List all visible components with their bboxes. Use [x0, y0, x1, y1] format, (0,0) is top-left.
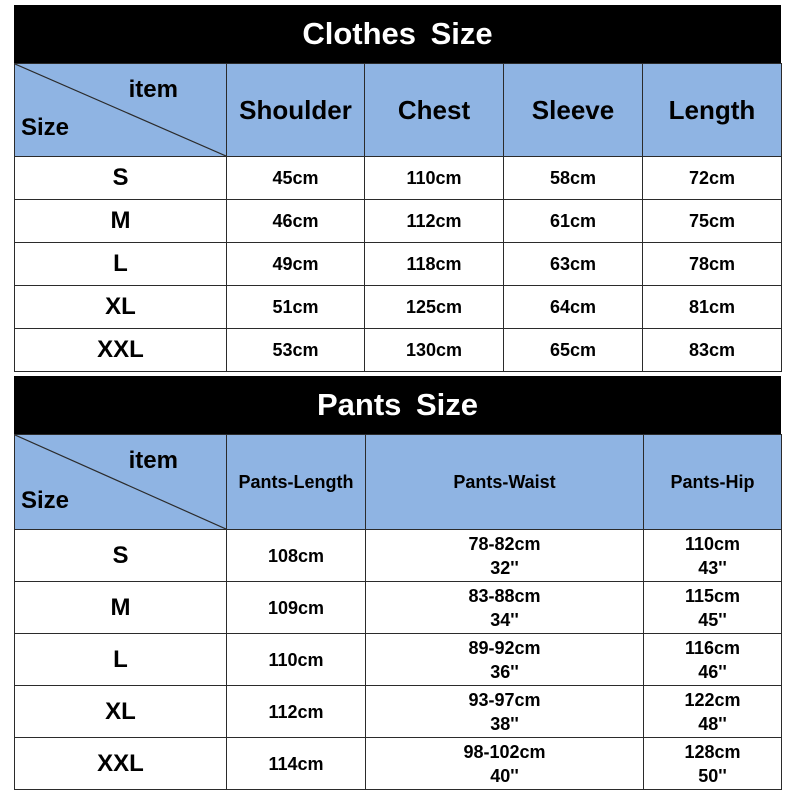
table-row — [15, 200, 782, 243]
sleeve-value: 58cm — [504, 157, 643, 200]
size-label: XXL — [15, 738, 227, 790]
size-label: XXL — [15, 329, 227, 372]
length-value: 81cm — [643, 286, 782, 329]
table-row — [15, 634, 782, 686]
hip-inch: 46'' — [698, 661, 727, 682]
size-label: XL — [15, 686, 227, 738]
pants-waist-value — [366, 582, 644, 634]
pants-size-table — [14, 434, 782, 790]
pants-waist-value — [366, 530, 644, 582]
size-label: L — [15, 243, 227, 286]
chest-value: 110cm — [365, 157, 504, 200]
chest-value: 118cm — [365, 243, 504, 286]
table-row — [15, 686, 782, 738]
waist-cm: 93-97cm — [468, 689, 541, 710]
hip-inch: 43'' — [698, 557, 727, 578]
size-label: M — [15, 200, 227, 243]
shoulder-value: 46cm — [227, 200, 365, 243]
column-header-chest: Chest — [365, 64, 504, 157]
hip-cm: 115cm — [684, 585, 741, 606]
waist-inch: 34'' — [490, 609, 519, 630]
waist-inch: 38'' — [490, 713, 519, 734]
table-row — [15, 582, 782, 634]
column-header-pants-length: Pants-Length — [227, 435, 366, 530]
pants-corner-cell — [15, 435, 227, 530]
waist-inch: 40'' — [490, 765, 519, 786]
clothes-size-table — [14, 63, 782, 372]
shoulder-value: 49cm — [227, 243, 365, 286]
size-label: M — [15, 582, 227, 634]
hip-cm: 116cm — [684, 637, 741, 658]
hip-inch: 45'' — [698, 609, 727, 630]
waist-cm: 83-88cm — [468, 585, 541, 606]
pants-hip-value — [644, 738, 782, 790]
pants-size-title: Pants Size — [14, 376, 781, 434]
sleeve-value: 65cm — [504, 329, 643, 372]
clothes-header-row — [15, 64, 782, 157]
chest-value: 125cm — [365, 286, 504, 329]
pants-hip-value — [644, 634, 782, 686]
size-label: XL — [15, 286, 227, 329]
column-header-pants-waist: Pants-Waist — [366, 435, 644, 530]
waist-inch: 36'' — [490, 661, 519, 682]
column-header-shoulder: Shoulder — [227, 64, 365, 157]
waist-cm: 78-82cm — [468, 533, 541, 554]
waist-inch: 32'' — [490, 557, 519, 578]
pants-waist-value — [366, 634, 644, 686]
sleeve-value: 61cm — [504, 200, 643, 243]
size-label: S — [15, 530, 227, 582]
shoulder-value: 51cm — [227, 286, 365, 329]
shoulder-value: 45cm — [227, 157, 365, 200]
pants-length-value: 108cm — [227, 530, 366, 582]
clothes-corner-cell — [15, 64, 227, 157]
chest-value: 112cm — [365, 200, 504, 243]
column-header-length: Length — [643, 64, 782, 157]
size-label: L — [15, 634, 227, 686]
pants-length-value: 109cm — [227, 582, 366, 634]
table-row — [15, 243, 782, 286]
corner-size-label: Size — [21, 114, 70, 141]
pants-hip-value — [644, 530, 782, 582]
sleeve-value: 63cm — [504, 243, 643, 286]
corner-size-label: Size — [21, 487, 70, 514]
pants-length-value: 114cm — [227, 738, 366, 790]
hip-cm: 122cm — [684, 689, 741, 710]
waist-cm: 89-92cm — [468, 637, 541, 658]
table-row — [15, 738, 782, 790]
hip-cm: 128cm — [684, 741, 741, 762]
corner-item-label: item — [128, 447, 178, 474]
hip-inch: 48'' — [698, 713, 727, 734]
pants-waist-value — [366, 738, 644, 790]
pants-hip-value — [644, 686, 782, 738]
hip-cm: 110cm — [684, 533, 741, 554]
pants-hip-value — [644, 582, 782, 634]
chest-value: 130cm — [365, 329, 504, 372]
length-value: 72cm — [643, 157, 782, 200]
hip-inch: 50'' — [698, 765, 727, 786]
length-value: 75cm — [643, 200, 782, 243]
diagonal-divider-line — [15, 64, 226, 156]
clothes-size-title: Clothes Size — [14, 5, 781, 63]
length-value: 83cm — [643, 329, 782, 372]
length-value: 78cm — [643, 243, 782, 286]
column-header-sleeve: Sleeve — [504, 64, 643, 157]
table-row — [15, 157, 782, 200]
table-row — [15, 329, 782, 372]
pants-header-row — [15, 435, 782, 530]
shoulder-value: 53cm — [227, 329, 365, 372]
table-row — [15, 530, 782, 582]
waist-cm: 98-102cm — [463, 741, 546, 762]
pants-waist-value — [366, 686, 644, 738]
corner-item-label: item — [128, 76, 178, 103]
table-row — [15, 286, 782, 329]
size-label: S — [15, 157, 227, 200]
pants-length-value: 110cm — [227, 634, 366, 686]
column-header-pants-hip: Pants-Hip — [644, 435, 782, 530]
sleeve-value: 64cm — [504, 286, 643, 329]
pants-length-value: 112cm — [227, 686, 366, 738]
